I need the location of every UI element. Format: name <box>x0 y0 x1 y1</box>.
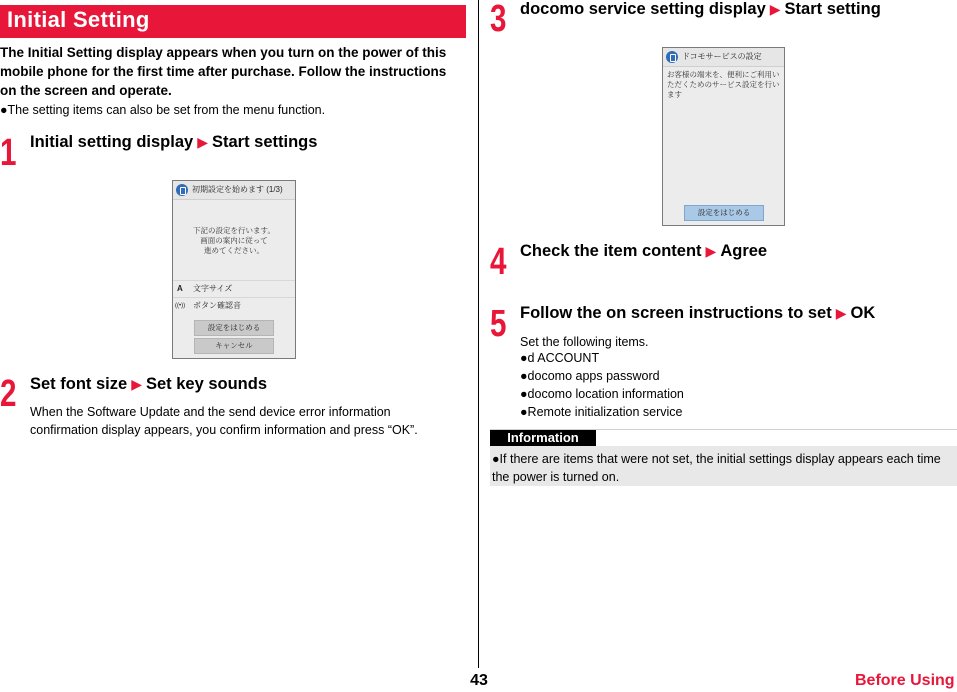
arrow-icon: ▶ <box>131 376 142 392</box>
section-title: Initial Setting <box>7 7 150 32</box>
step-2-heading <box>30 375 267 394</box>
arrow-icon: ▶ <box>769 1 781 17</box>
arrow-icon: ▶ <box>197 134 208 150</box>
step-5-list <box>520 349 684 421</box>
arrow-icon: ▶ <box>835 305 847 321</box>
step-4-action: Check the item content <box>520 242 702 260</box>
page-number: 43 <box>470 672 488 689</box>
phone-body-line: お客様の端末を、便利にご利用い <box>667 70 780 79</box>
step-3-action: docomo service setting display <box>520 0 766 18</box>
list-item: ●d ACCOUNT <box>520 351 600 365</box>
section-footer-label: Before Using <box>855 672 955 689</box>
phone-header <box>173 181 295 200</box>
phone-body-line: 下記の設定を行います。 <box>193 226 275 235</box>
list-item: ●docomo location information <box>520 387 684 401</box>
step-5-action: Follow the on screen instructions to set <box>520 304 832 322</box>
list-item: ●Remote initialization service <box>520 405 683 419</box>
settings-wrench-icon <box>666 51 678 63</box>
font-size-label: 文字サイズ <box>193 284 233 293</box>
phone-body-line: ます <box>667 90 682 99</box>
info-text: ●If there are items that were not set, the initial settings display appears each time the power is turned on. <box>492 452 941 484</box>
column-divider <box>478 0 479 668</box>
step-2-action: Set font size <box>30 375 128 393</box>
phone-body-text <box>173 226 295 256</box>
step-4-heading <box>520 242 767 261</box>
phone-header-title: 初期設定を始めます (1/3) <box>192 185 283 194</box>
step-number-4: 4 <box>490 241 507 283</box>
step-number-5: 5 <box>490 303 507 345</box>
step-1-target: Start settings <box>211 133 318 151</box>
step-5-description: Set the following items. <box>520 335 649 349</box>
intro-paragraph: The Initial Setting display appears when you turn on the power of this mobile phone for the first time after purchase. Follow the instructions on the screen and operate. <box>0 45 447 98</box>
step-4-target: Agree <box>720 242 768 260</box>
intro-note: ●The setting items can also be set from the menu function. <box>0 103 326 117</box>
sound-icon: ((•)) <box>175 303 186 309</box>
step-2-description: When the Software Update and the send device error information confirmation display appears, you confirm information and press “OK”. <box>30 405 418 437</box>
font-size-row <box>173 280 295 297</box>
cancel-button: キャンセル <box>194 338 274 354</box>
phone-body-line: 画面の案内に従って <box>200 236 268 245</box>
step-number-1: 1 <box>0 132 17 174</box>
step-1-heading <box>30 133 317 152</box>
step-2-target: Set key sounds <box>145 375 268 393</box>
phone-header-title: ドコモサービスの設定 <box>682 52 762 61</box>
step-3-heading <box>520 0 881 19</box>
step-5-heading <box>520 304 875 323</box>
step-5-target: OK <box>850 304 876 322</box>
key-sound-row <box>173 297 295 314</box>
phone-body-line: ただくためのサービス設定を行い <box>667 80 780 89</box>
arrow-icon: ▶ <box>705 243 717 259</box>
step-1-action: Initial setting display <box>30 133 194 151</box>
phone-body-line: 進めてください。 <box>204 246 264 255</box>
step-3-target: Start setting <box>784 0 881 18</box>
start-settings-button: 設定をはじめる <box>194 320 274 336</box>
start-setting-button: 設定をはじめる <box>684 205 764 221</box>
step-number-3: 3 <box>490 0 507 40</box>
key-sound-label: ボタン確認音 <box>193 301 241 310</box>
font-size-icon: A <box>177 284 183 293</box>
phone-screen-docomo-service <box>662 47 785 226</box>
list-item: ●docomo apps password <box>520 369 660 383</box>
phone-body-text <box>667 70 782 100</box>
settings-wrench-icon <box>176 184 188 196</box>
step-number-2: 2 <box>0 373 17 415</box>
phone-screen-initial-setting <box>172 180 296 359</box>
info-tab: Information <box>490 430 596 446</box>
phone-header <box>663 48 784 67</box>
